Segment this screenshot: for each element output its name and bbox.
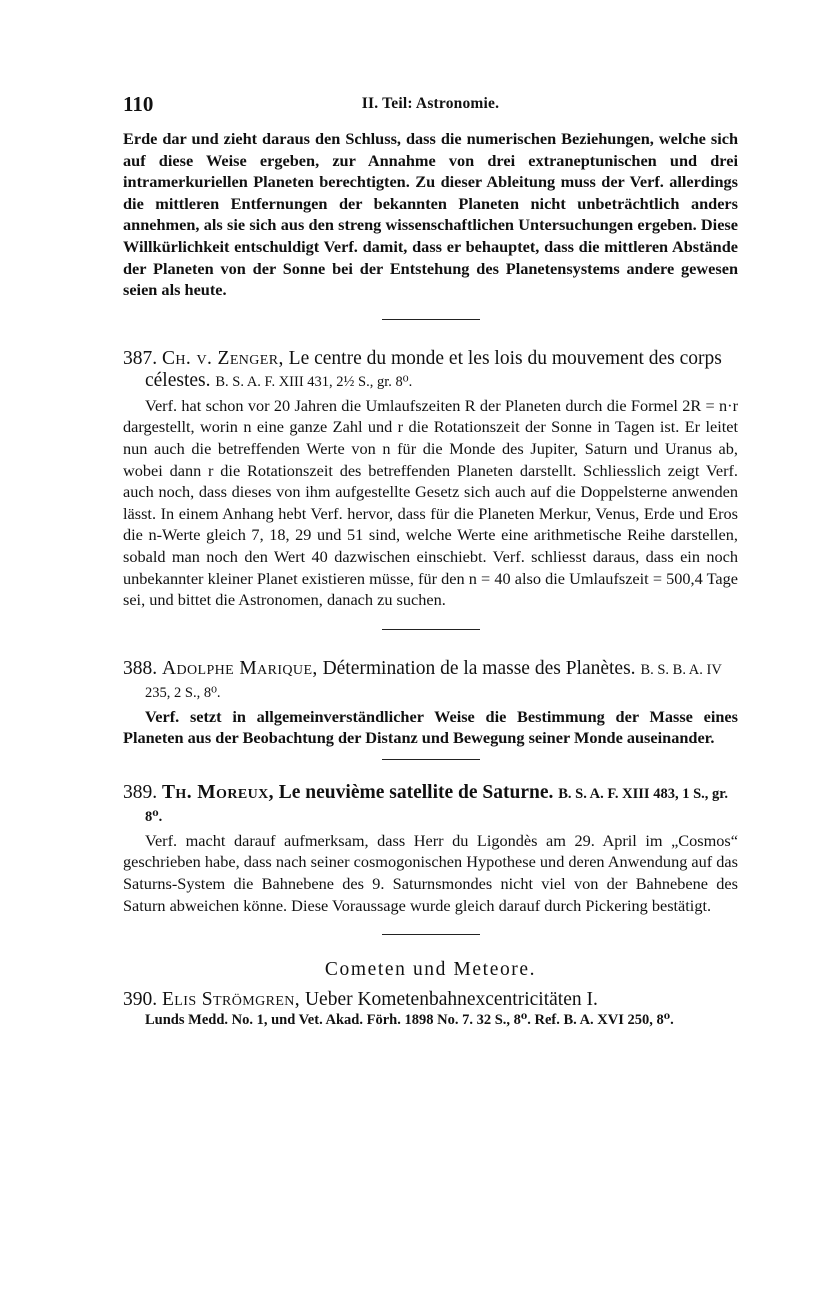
entry-body: Verf. macht darauf aufmerksam, dass Herr du Ligondès am 29. April im „Cosmos“ geschrieben habe, dass nach seiner cosmogonischen Hypothese und deren Anwendung auf das Saturns-System die Bahnebene des 9. Saturnsmondes nicht viel von der Bahnebene des Saturn abweichen könne. Diese Voraussage wurde gleich darauf durch Pickering bestätigt. (123, 830, 738, 915)
entry-number: 388. (123, 657, 158, 679)
section-title: Cometen und Meteore. (324, 959, 537, 981)
entry-title: Le neuvième satellite de Saturne. (278, 781, 554, 803)
entry-author: Th. Moreux, (162, 781, 274, 803)
entry-body: Verf. hat schon vor 20 Jahren die Umlaufszeiten R der Planeten durch die Formel 2R = n·r dargestellt, worin n eine ganze Zahl und r die Rotationszeit der Sonne in Tagen ist. Er leitet nun auch die betreffenden Werte von n für die Monde des Jupiter, Saturn und Uranus ab, wobei dann r die Rotationszeit des betreffenden Planeten darstellt. Schliesslich zeigt Verf. auch noch, dass dieses von ihm aufgestellte Gesetz sich auch auf die Doppelsterne anwenden lässt. In einem Anhang hebt Verf. hervor, dass für die Planeten Merkur, Venus, Erde und Eros die n-Werte gleich 7, 18, 29 und 51 sind, welche Werte eine arithmetische Reihe darstellen, sobald man noch den Wert 40 dazwischen einschiebt. Verf. schliesst daraus, dass ein noch unbekannter kleiner Planet existieren müsse, für den n = 40 also die Umlaufszeit = 500,4 Tage sei, und bittet die Astronomen, danach zu suchen. (123, 395, 738, 610)
entry-author: Elis Strömgren, (162, 989, 301, 1011)
entry-title: Ueber Kometenbahnexcentricitäten I. (304, 989, 598, 1011)
separator-rule (382, 934, 480, 935)
entry-reference: B. S. B. A. IV 235, 2 S., 8⁰. (145, 661, 722, 701)
bibliography-entry (123, 658, 738, 749)
page-number: 110 (123, 92, 154, 116)
entry-heading (123, 348, 738, 393)
bibliography-entry (123, 989, 738, 1029)
separator-rule (382, 759, 480, 760)
intro-paragraph: Erde dar und zieht daraus den Schluss, dass die numerischen Beziehungen, welche sich auf diese Weise ergeben, zur Annahme von drei extraneptunischen und drei intramerkuriellen Planeten berechtigten. Zu dieser Ableitung muss der Verf. allerdings die mittleren Entfernungen der bekannten Planeten nicht unbeträchtlich anders annehmen, als sie sich aus den streng wissenschaftlichen Untersuchungen ergeben. Diese Willkürlichkeit entschuldigt Verf. damit, dass er behauptet, dass die mittleren Abstände der Planeten von der Sonne bei der Entstehung des Planetensystems andere gewesen seien als heute. (123, 129, 738, 300)
entry-heading (123, 658, 738, 704)
separator-rule (382, 319, 480, 320)
entry-heading (123, 989, 738, 1011)
entry-reference: B. S. A. F. XIII 483, 1 S., gr. 8⁰. (145, 785, 728, 825)
entry-title: Le centre du monde et les lois du mouvement des corps célestes. (145, 347, 722, 391)
separator-rule (382, 629, 480, 630)
entry-reference: B. S. A. F. XIII 431, 2½ S., gr. 8⁰. (215, 373, 413, 390)
entry-author: Ch. v. Zenger, (162, 347, 284, 369)
document-page (123, 92, 738, 1035)
entry-body: Verf. setzt in allgemeinverständlicher Weise die Bestimmung der Masse eines Planeten aus der Beobachtung der Distanz und Bewegung seiner Monde auseinander. (123, 706, 738, 748)
entry-title: Détermination de la masse des Planètes. (322, 657, 636, 679)
running-title: II. Teil: Astronomie. (361, 95, 500, 112)
page-header (123, 92, 738, 120)
entry-number: 387. (123, 347, 158, 369)
entry-number: 389. (123, 781, 158, 803)
bibliography-entry (123, 782, 738, 916)
entry-number: 390. (123, 989, 158, 1011)
entry-author: Adolphe Marique, (162, 657, 318, 679)
entry-heading (123, 782, 738, 828)
entry-reference: Lunds Medd. No. 1, und Vet. Akad. Förh. 1898 No. 7. 32 S., 8⁰. Ref. B. A. XVI 250, 8⁰. (145, 1012, 674, 1029)
bibliography-entry (123, 348, 738, 611)
